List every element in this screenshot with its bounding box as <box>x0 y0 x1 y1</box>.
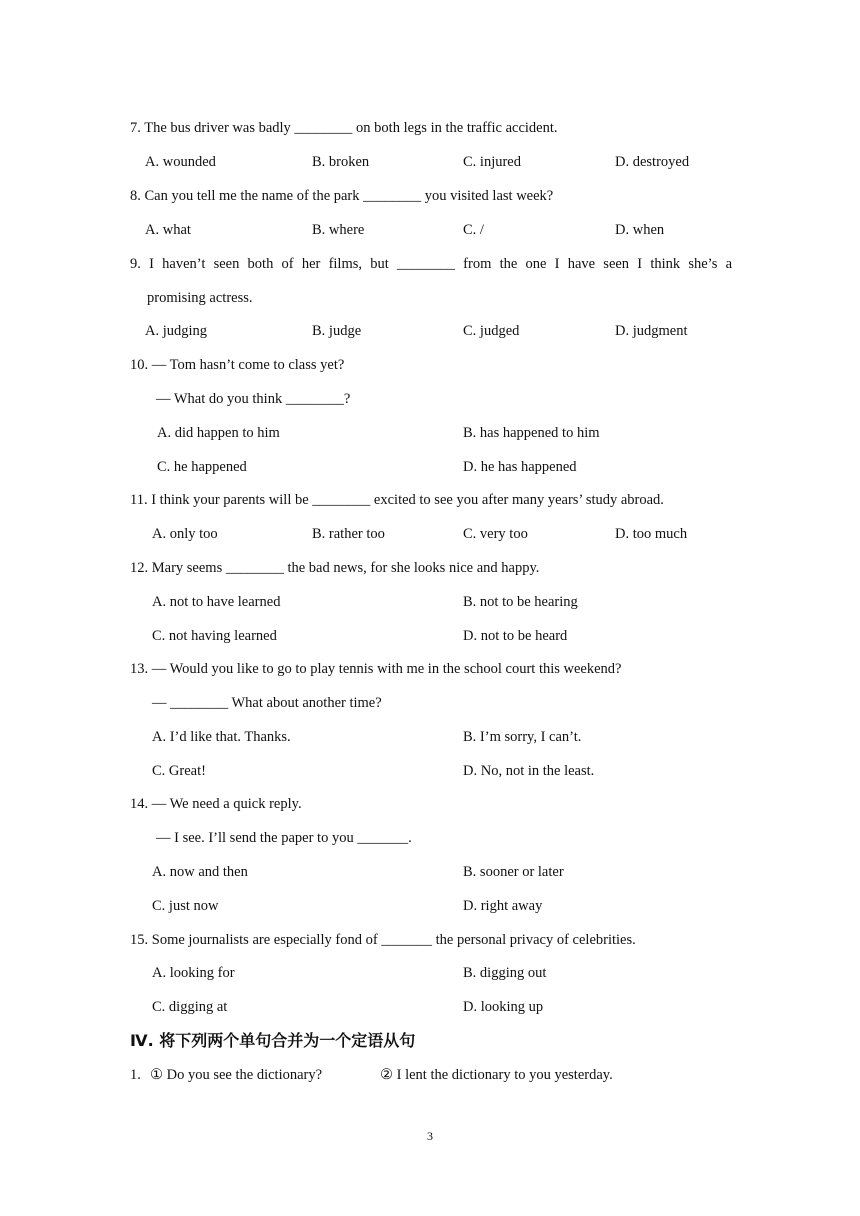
q12-option-a: A. not to have learned <box>152 594 281 610</box>
q11-option-c: C. very too <box>463 526 528 542</box>
question-9-stem-continued: promising actress. <box>147 290 253 306</box>
q9-option-d: D. judgment <box>615 323 688 339</box>
section-4-heading: Ⅳ. 将下列两个单句合并为一个定语从句 <box>130 1031 416 1050</box>
question-13-stem: 13. — Would you like to go to play tennis with me in the school court this weekend? <box>130 661 622 677</box>
q10-option-d: D. he has happened <box>463 459 577 475</box>
question-10-stem: 10. — Tom hasn’t come to class yet? <box>130 357 345 373</box>
q14-option-d: D. right away <box>463 898 543 914</box>
q10-option-b: B. has happened to him <box>463 425 600 441</box>
q13-option-a: A. I’d like that. Thanks. <box>152 729 291 745</box>
q15-option-b: B. digging out <box>463 965 547 981</box>
q11-option-d: D. too much <box>615 526 688 542</box>
question-7-stem: 7. The bus driver was badly ________ on both legs in the traffic accident. <box>130 120 558 136</box>
q8-option-a: A. what <box>145 222 191 238</box>
q8-option-d: D. when <box>615 222 665 238</box>
q9-option-a: A. judging <box>145 323 208 339</box>
q12-option-b: B. not to be hearing <box>463 594 578 610</box>
q7-option-d: D. destroyed <box>615 154 690 170</box>
question-12-stem: 12. Mary seems ________ the bad news, for she looks nice and happy. <box>130 560 540 576</box>
question-14-stem: 14. — We need a quick reply. <box>130 796 302 812</box>
page-number: 3 <box>427 1129 433 1143</box>
q14-option-c: C. just now <box>152 898 219 914</box>
q15-option-c: C. digging at <box>152 999 228 1015</box>
q9-option-c: C. judged <box>463 323 520 339</box>
q12-option-d: D. not to be heard <box>463 628 568 644</box>
section-4-item-1-number: 1. <box>130 1067 141 1083</box>
q10-option-a: A. did happen to him <box>157 425 280 441</box>
question-8-stem: 8. Can you tell me the name of the park ________ you visited last week? <box>130 188 554 204</box>
q15-option-a: A. looking for <box>152 965 235 981</box>
q11-option-b: B. rather too <box>312 526 385 542</box>
section-4-item-1-sentence-b: ② I lent the dictionary to you yesterday. <box>380 1067 613 1083</box>
q7-option-a: A. wounded <box>145 154 216 170</box>
q7-option-b: B. broken <box>312 154 370 170</box>
q13-option-c: C. Great! <box>152 763 206 779</box>
q8-option-c: C. / <box>463 222 484 238</box>
q7-option-c: C. injured <box>463 154 521 170</box>
q15-option-d: D. looking up <box>463 999 544 1015</box>
q13-option-d: D. No, not in the least. <box>463 763 595 779</box>
q14-option-b: B. sooner or later <box>463 864 564 880</box>
question-10-reply: — What do you think ________? <box>156 391 351 407</box>
q11-option-a: A. only too <box>152 526 218 542</box>
q14-option-a: A. now and then <box>152 864 248 880</box>
q13-option-b: B. I’m sorry, I can’t. <box>463 729 582 745</box>
q9-option-b: B. judge <box>312 323 362 339</box>
q12-option-c: C. not having learned <box>152 628 277 644</box>
q8-option-b: B. where <box>312 222 365 238</box>
question-11-stem: 11. I think your parents will be ________ excited to see you after many years’ study abroad. <box>130 492 664 508</box>
question-9-stem: 9. I haven’t seen both of her films, but ________ from the one I have seen I think she’s a <box>130 256 732 272</box>
q10-option-c: C. he happened <box>157 459 247 475</box>
question-15-stem: 15. Some journalists are especially fond of _______ the personal privacy of celebrities. <box>130 932 636 948</box>
question-13-reply: — ________ What about another time? <box>152 695 382 711</box>
question-14-reply: — I see. I’ll send the paper to you _______. <box>156 830 412 846</box>
section-4-item-1-sentence-a: ① Do you see the dictionary? <box>150 1067 323 1083</box>
